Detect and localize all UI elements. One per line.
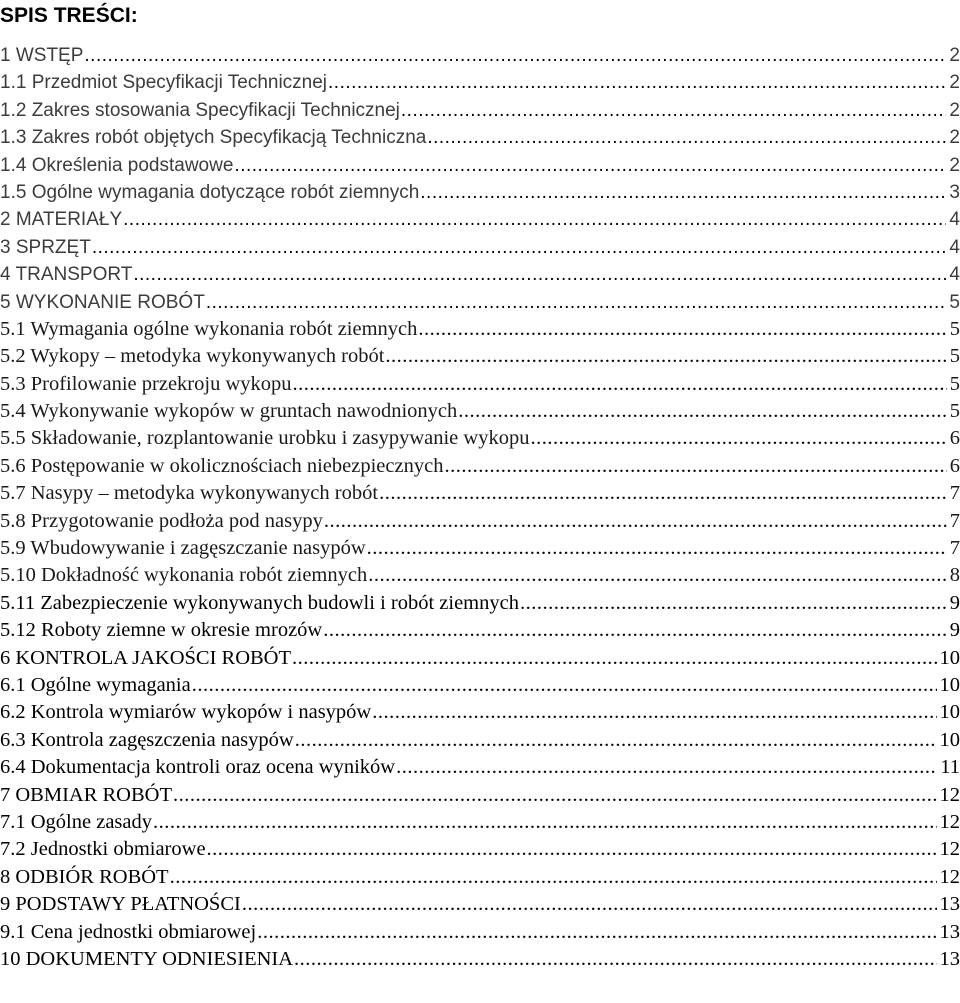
toc-entry-label: 1.3 Zakres robót objętych Specyfikacją Techniczna bbox=[0, 127, 427, 149]
toc-entry-page-number: 10 bbox=[939, 701, 960, 724]
dot-leader bbox=[84, 42, 946, 69]
toc-entry-page-number: 13 bbox=[939, 893, 960, 916]
dot-leader bbox=[427, 124, 946, 151]
toc-entry[interactable] bbox=[0, 672, 960, 699]
toc-entry[interactable] bbox=[0, 152, 960, 179]
toc-entry-page-number: 9 bbox=[949, 619, 960, 642]
toc-entry-label: 7.2 Jednostki obmiarowe bbox=[0, 838, 206, 861]
toc-entry[interactable] bbox=[0, 453, 960, 480]
toc-entry-page-number: 2 bbox=[949, 154, 960, 176]
toc-entry-label: 6.2 Kontrola wymiarów wykopów i nasypów bbox=[0, 701, 372, 724]
toc-entry-page-number: 6 bbox=[949, 427, 960, 450]
toc-entry[interactable] bbox=[0, 864, 960, 891]
toc-entry-label: 6.1 Ogólne wymagania bbox=[0, 673, 191, 696]
toc-entry-page-number: 5 bbox=[949, 291, 960, 313]
toc-entry-label: 5.5 Składowanie, rozplantowanie urobku i zasypywanie wykopu bbox=[0, 427, 530, 450]
dot-leader bbox=[234, 152, 946, 179]
toc-entry-label: 5.4 Wykonywanie wykopów w gruntach nawodnionych bbox=[0, 400, 458, 423]
toc-entry-label: 5.11 Zabezpieczenie wykonywanych budowli i robót ziemnych bbox=[0, 591, 519, 614]
dot-leader bbox=[206, 289, 947, 316]
toc-entry-page-number: 8 bbox=[949, 564, 960, 587]
toc-entry[interactable] bbox=[0, 206, 960, 233]
dot-leader bbox=[420, 179, 946, 206]
dot-leader bbox=[293, 371, 947, 398]
toc-entry-page-number: 13 bbox=[939, 920, 960, 943]
toc-entry[interactable] bbox=[0, 124, 960, 151]
toc-entry-page-number: 11 bbox=[940, 756, 960, 779]
toc-entry[interactable] bbox=[0, 590, 960, 617]
table-of-contents bbox=[0, 42, 960, 973]
toc-entry[interactable] bbox=[0, 261, 960, 288]
toc-entry[interactable] bbox=[0, 645, 960, 672]
dot-leader bbox=[257, 919, 936, 946]
dot-leader bbox=[367, 535, 947, 562]
toc-entry[interactable] bbox=[0, 398, 960, 425]
toc-entry[interactable] bbox=[0, 316, 960, 343]
toc-entry-label: 1 WSTĘP bbox=[0, 45, 84, 66]
toc-entry-label: 6.4 Dokumentacja kontroli oraz ocena wyników bbox=[0, 756, 396, 779]
toc-entry[interactable] bbox=[0, 782, 960, 809]
toc-entry-label: 4 TRANSPORT bbox=[0, 264, 133, 286]
dot-leader bbox=[170, 864, 937, 891]
toc-entry-label: 5.2 Wykopy – metodyka wykonywanych robót bbox=[0, 345, 385, 368]
dot-leader bbox=[520, 590, 947, 617]
toc-entry[interactable] bbox=[0, 754, 960, 781]
toc-entry-page-number: 4 bbox=[949, 264, 960, 286]
dot-leader bbox=[372, 699, 936, 726]
toc-entry-page-number: 5 bbox=[949, 372, 960, 395]
dot-leader bbox=[396, 754, 937, 781]
toc-entry[interactable] bbox=[0, 289, 960, 316]
dot-leader bbox=[324, 508, 947, 535]
dot-leader bbox=[92, 234, 947, 261]
toc-entry[interactable] bbox=[0, 535, 960, 562]
toc-entry-page-number: 12 bbox=[939, 838, 960, 861]
toc-entry-label: 5.10 Dokładność wykonania robót ziemnych bbox=[0, 564, 368, 587]
dot-leader bbox=[292, 645, 936, 672]
toc-entry-page-number: 7 bbox=[949, 537, 960, 560]
dot-leader bbox=[207, 836, 937, 863]
dot-leader bbox=[123, 206, 946, 233]
toc-entry[interactable] bbox=[0, 480, 960, 507]
toc-entry-page-number: 4 bbox=[949, 236, 960, 258]
toc-entry[interactable] bbox=[0, 508, 960, 535]
dot-leader bbox=[444, 453, 946, 480]
toc-entry[interactable] bbox=[0, 562, 960, 589]
dot-leader bbox=[379, 480, 947, 507]
toc-entry-label: 5.9 Wbudowywanie i zagęszczanie nasypów bbox=[0, 537, 366, 560]
toc-entry[interactable] bbox=[0, 425, 960, 452]
dot-leader bbox=[401, 97, 947, 124]
toc-entry-page-number: 2 bbox=[949, 72, 960, 94]
dot-leader bbox=[192, 672, 937, 699]
toc-entry-label: 5.7 Nasypy – metodyka wykonywanych robót bbox=[0, 482, 379, 505]
toc-entry-label: 5.1 Wymagania ogólne wykonania robót ziemnych bbox=[0, 317, 418, 340]
toc-entry-page-number: 2 bbox=[949, 99, 960, 121]
toc-entry[interactable] bbox=[0, 699, 960, 726]
toc-entry-label: 5.8 Przygotowanie podłoża pod nasypy bbox=[0, 509, 323, 532]
toc-entry-page-number: 7 bbox=[949, 509, 960, 532]
toc-entry-label: 5.6 Postępowanie w okolicznościach niebezpiecznych bbox=[0, 454, 444, 477]
toc-entry[interactable] bbox=[0, 42, 960, 69]
toc-entry-page-number: 10 bbox=[939, 646, 960, 669]
toc-entry-label: 5 WYKONANIE ROBÓT bbox=[0, 291, 205, 313]
dot-leader bbox=[458, 398, 946, 425]
dot-leader bbox=[153, 809, 937, 836]
toc-entry-label: 6.3 Kontrola zagęszczenia nasypów bbox=[0, 728, 294, 751]
toc-entry-label: 7.1 Ogólne zasady bbox=[0, 810, 152, 833]
toc-entry-label: 6 KONTROLA JAKOŚCI ROBÓT bbox=[0, 646, 292, 669]
toc-entry-page-number: 2 bbox=[949, 45, 960, 66]
dot-leader bbox=[294, 946, 936, 973]
toc-entry-page-number: 5 bbox=[949, 345, 960, 368]
toc-entry-page-number: 12 bbox=[939, 810, 960, 833]
toc-entry[interactable] bbox=[0, 343, 960, 370]
toc-entry[interactable] bbox=[0, 836, 960, 863]
toc-entry-page-number: 10 bbox=[939, 728, 960, 751]
dot-leader bbox=[242, 891, 937, 918]
dot-leader bbox=[133, 261, 946, 288]
toc-entry[interactable] bbox=[0, 371, 960, 398]
toc-entry-page-number: 2 bbox=[949, 127, 960, 149]
toc-title: SPIS TREŚCI: bbox=[0, 4, 138, 27]
toc-entry-label: 2 MATERIAŁY bbox=[0, 209, 123, 231]
toc-entry-label: 9 PODSTAWY PŁATNOŚCI bbox=[0, 893, 241, 916]
toc-entry-label: 5.3 Profilowanie przekroju wykopu bbox=[0, 372, 292, 395]
toc-entry[interactable] bbox=[0, 727, 960, 754]
toc-entry-page-number: 7 bbox=[949, 482, 960, 505]
toc-entry-label: 5.12 Roboty ziemne w okresie mrozów bbox=[0, 619, 323, 642]
toc-entry-page-number: 6 bbox=[949, 454, 960, 477]
toc-entry[interactable] bbox=[0, 946, 960, 973]
dot-leader bbox=[328, 69, 946, 96]
dot-leader bbox=[530, 425, 946, 452]
dot-leader bbox=[368, 562, 947, 589]
toc-entry-page-number: 5 bbox=[949, 317, 960, 340]
toc-entry-label: 9.1 Cena jednostki obmiarowej bbox=[0, 920, 257, 943]
toc-entry-label: 1.4 Określenia podstawowe bbox=[0, 154, 234, 176]
toc-entry-page-number: 5 bbox=[949, 400, 960, 423]
dot-leader bbox=[173, 782, 937, 809]
toc-entry[interactable] bbox=[0, 97, 960, 124]
toc-entry-page-number: 3 bbox=[949, 181, 960, 203]
toc-entry[interactable] bbox=[0, 617, 960, 644]
toc-entry-label: 3 SPRZĘT bbox=[0, 236, 91, 258]
toc-entry-page-number: 10 bbox=[939, 673, 960, 696]
toc-entry[interactable] bbox=[0, 179, 960, 206]
toc-entry-page-number: 9 bbox=[949, 591, 960, 614]
toc-entry[interactable] bbox=[0, 69, 960, 96]
dot-leader bbox=[418, 316, 946, 343]
toc-entry[interactable] bbox=[0, 891, 960, 918]
toc-entry[interactable] bbox=[0, 809, 960, 836]
toc-entry-page-number: 13 bbox=[939, 947, 960, 970]
toc-entry[interactable] bbox=[0, 919, 960, 946]
toc-entry-page-number: 4 bbox=[949, 209, 960, 231]
dot-leader bbox=[385, 343, 946, 370]
toc-entry-label: 1.1 Przedmiot Specyfikacji Technicznej bbox=[0, 72, 328, 94]
toc-entry[interactable] bbox=[0, 234, 960, 261]
toc-entry-label: 7 OBMIAR ROBÓT bbox=[0, 783, 172, 806]
dot-leader bbox=[295, 727, 937, 754]
toc-entry-label: 8 ODBIÓR ROBÓT bbox=[0, 865, 169, 888]
dot-leader bbox=[323, 617, 947, 644]
toc-entry-label: 1.2 Zakres stosowania Specyfikacji Technicznej bbox=[0, 99, 400, 121]
toc-entry-page-number: 12 bbox=[939, 783, 960, 806]
toc-entry-label: 10 DOKUMENTY ODNIESIENIA bbox=[0, 947, 294, 970]
toc-entry-page-number: 12 bbox=[939, 865, 960, 888]
toc-entry-label: 1.5 Ogólne wymagania dotyczące robót ziemnych bbox=[0, 181, 420, 203]
